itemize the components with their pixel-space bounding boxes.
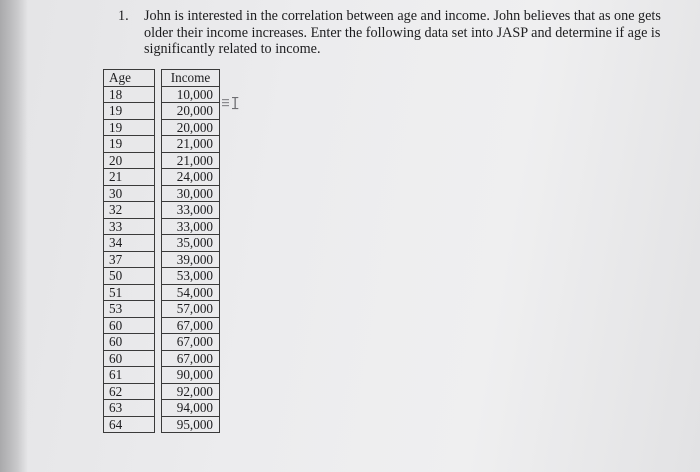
income-cell: 24,000: [162, 169, 220, 186]
income-cell: 67,000: [162, 334, 220, 351]
column-gap: [155, 169, 162, 186]
table-row: [104, 317, 220, 334]
age-cell: 60: [104, 350, 155, 367]
age-cell: 60: [104, 317, 155, 334]
table-row: [104, 284, 220, 301]
age-cell: 19: [104, 119, 155, 136]
age-cell: 37: [104, 251, 155, 268]
age-cell: 32: [104, 202, 155, 219]
table-body: [104, 86, 220, 433]
question-text: John is interested in the correlation between age and income. John believes that as one gets older their income increases. Enter the following data set into JASP and determine if age is significantly related to income.: [144, 8, 661, 57]
column-gap: [155, 334, 162, 351]
header-age: Age: [104, 70, 155, 87]
age-cell: 20: [104, 152, 155, 169]
age-cell: 50: [104, 268, 155, 285]
column-gap: [155, 86, 162, 103]
table-row: [104, 119, 220, 136]
income-cell: 20,000: [162, 103, 220, 120]
income-cell: 10,000: [162, 86, 220, 103]
table-row: [104, 136, 220, 153]
column-gap: [155, 70, 162, 87]
income-cell: 35,000: [162, 235, 220, 252]
age-cell: 34: [104, 235, 155, 252]
age-cell: 63: [104, 400, 155, 417]
table-row: [104, 416, 220, 433]
column-gap: [155, 202, 162, 219]
header-income: Income: [162, 70, 220, 87]
age-cell: 53: [104, 301, 155, 318]
age-cell: 61: [104, 367, 155, 384]
income-cell: 53,000: [162, 268, 220, 285]
table-row: [104, 202, 220, 219]
table-row: [104, 152, 220, 169]
age-cell: 21: [104, 169, 155, 186]
column-gap: [155, 119, 162, 136]
text-cursor-icon: [221, 96, 243, 110]
income-cell: 33,000: [162, 218, 220, 235]
age-cell: 60: [104, 334, 155, 351]
income-cell: 54,000: [162, 284, 220, 301]
age-cell: 19: [104, 136, 155, 153]
income-cell: 57,000: [162, 301, 220, 318]
table-row: [104, 218, 220, 235]
age-cell: 51: [104, 284, 155, 301]
income-cell: 30,000: [162, 185, 220, 202]
column-gap: [155, 367, 162, 384]
table-row: [104, 251, 220, 268]
column-gap: [155, 301, 162, 318]
question-number: 1.: [118, 8, 129, 24]
table-row: [104, 235, 220, 252]
table-row: [104, 103, 220, 120]
table-header-row: [104, 70, 220, 87]
column-gap: [155, 268, 162, 285]
age-cell: 62: [104, 383, 155, 400]
age-cell: 64: [104, 416, 155, 433]
income-cell: 67,000: [162, 317, 220, 334]
column-gap: [155, 185, 162, 202]
table-row: [104, 268, 220, 285]
age-cell: 19: [104, 103, 155, 120]
income-cell: 20,000: [162, 119, 220, 136]
income-cell: 90,000: [162, 367, 220, 384]
table-row: [104, 86, 220, 103]
income-cell: 21,000: [162, 136, 220, 153]
data-table: [103, 69, 220, 433]
column-gap: [155, 383, 162, 400]
column-gap: [155, 218, 162, 235]
column-gap: [155, 152, 162, 169]
table-row: [104, 383, 220, 400]
age-cell: 30: [104, 185, 155, 202]
income-cell: 39,000: [162, 251, 220, 268]
column-gap: [155, 317, 162, 334]
column-gap: [155, 400, 162, 417]
income-cell: 21,000: [162, 152, 220, 169]
column-gap: [155, 350, 162, 367]
column-gap: [155, 284, 162, 301]
column-gap: [155, 103, 162, 120]
column-gap: [155, 235, 162, 252]
table-row: [104, 301, 220, 318]
income-cell: 94,000: [162, 400, 220, 417]
table-row: [104, 350, 220, 367]
income-cell: 95,000: [162, 416, 220, 433]
column-gap: [155, 416, 162, 433]
table-row: [104, 185, 220, 202]
table-row: [104, 400, 220, 417]
age-cell: 33: [104, 218, 155, 235]
income-cell: 92,000: [162, 383, 220, 400]
column-gap: [155, 251, 162, 268]
income-cell: 67,000: [162, 350, 220, 367]
age-cell: 18: [104, 86, 155, 103]
income-cell: 33,000: [162, 202, 220, 219]
table-row: [104, 169, 220, 186]
column-gap: [155, 136, 162, 153]
table-row: [104, 334, 220, 351]
page-shadow: [0, 0, 28, 472]
table-row: [104, 367, 220, 384]
question-block: [118, 8, 678, 58]
